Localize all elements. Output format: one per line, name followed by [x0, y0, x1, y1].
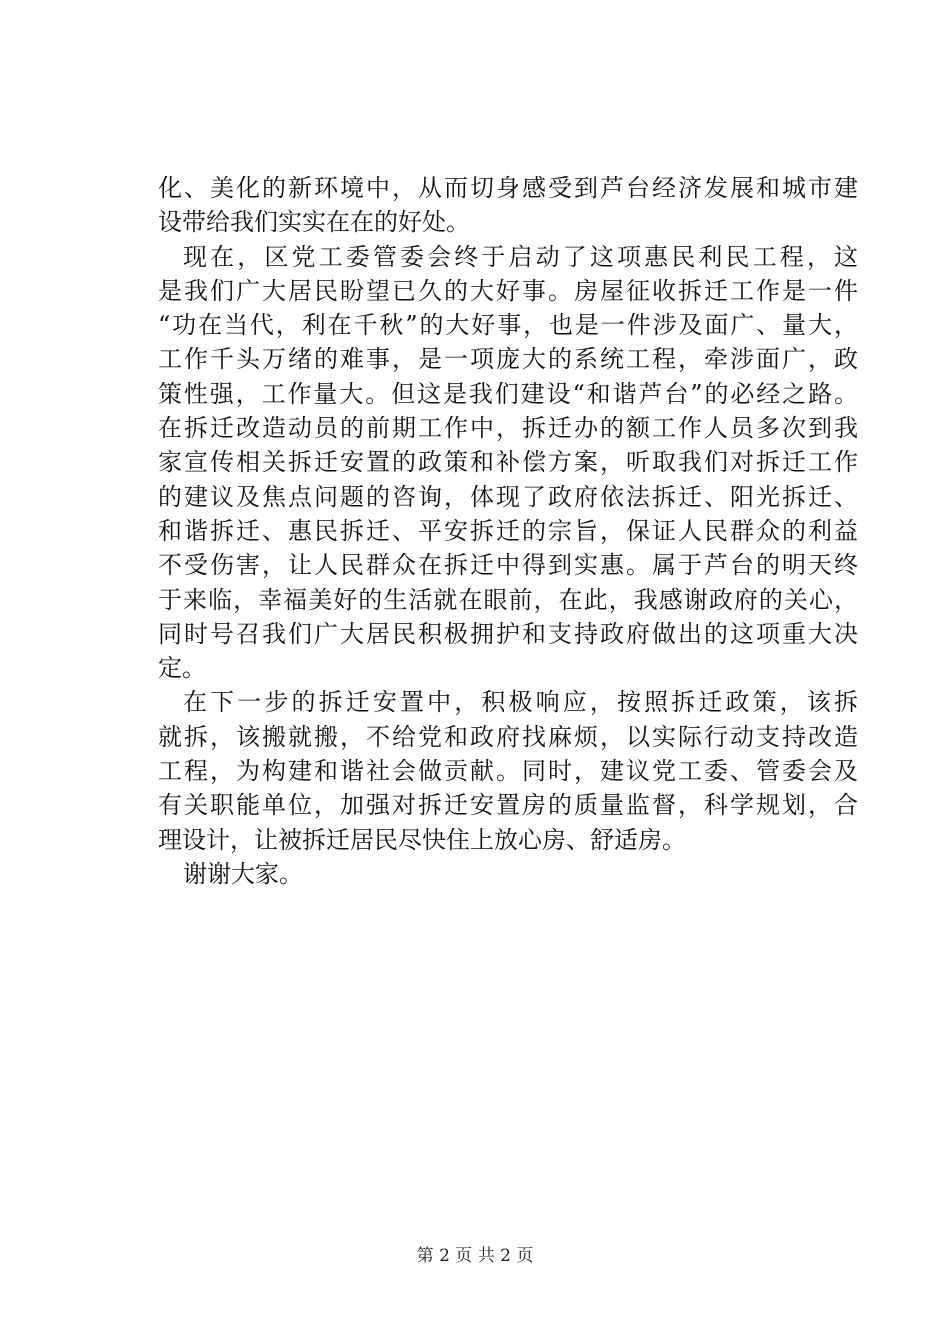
text-line: 同时号召我们广大居民积极拥护和支持政府做出的这项重大决 [158, 619, 858, 648]
text-line: 设带给我们实实在在的好处。 [158, 208, 470, 237]
text-line: 理设计，让被拆迁居民尽快住上放心房、舒适房。 [158, 825, 686, 854]
text-line: 策性强，工作量大。但这是我们建设“和谐芦台”的必经之路。 [158, 379, 858, 408]
text-line: 在拆迁改造动员的前期工作中，拆迁办的额工作人员多次到我 [158, 414, 858, 443]
text-line: 于来临，幸福美好的生活就在眼前，在此，我感谢政府的关心， [158, 585, 858, 614]
text-line: 是我们广大居民盼望已久的大好事。房屋征收拆迁工作是一件 [158, 276, 858, 305]
text-line: 家宣传相关拆迁安置的政策和补偿方案，听取我们对拆迁工作 [158, 448, 858, 477]
text-line: 化、美化的新环境中，从而切身感受到芦台经济发展和城市建 [158, 174, 858, 202]
text-line: 的建议及焦点问题的咨询，体现了政府依法拆迁、阳光拆迁、 [158, 482, 858, 511]
text-line: “功在当代，利在千秋”的大好事，也是一件涉及面广、量大， [158, 311, 858, 340]
paragraph-first-line: 在下一步的拆迁安置中，积极响应，按照拆迁政策，该拆 [183, 688, 858, 717]
text-line: 就拆，该搬就搬，不给党和政府找麻烦，以实际行动支持改造 [158, 722, 858, 751]
page-number-footer: 第 2 页 共 2 页 [416, 1246, 534, 1266]
closing-line: 谢谢大家。 [183, 859, 303, 888]
document-body [158, 171, 858, 891]
text-line: 不受伤害，让人民群众在拆迁中得到实惠。属于芦台的明天终 [158, 551, 858, 580]
text-line: 和谐拆迁、惠民拆迁、平安拆迁的宗旨，保证人民群众的利益 [158, 516, 858, 545]
text-line: 定。 [158, 654, 206, 683]
text-line: 工程，为构建和谐社会做贡献。同时，建议党工委、管委会及 [158, 757, 858, 786]
text-line: 工作千头万绪的难事，是一项庞大的系统工程，牵涉面广，政 [158, 345, 858, 374]
paragraph-first-line: 现在，区党工委管委会终于启动了这项惠民利民工程，这 [183, 242, 858, 271]
text-line: 有关职能单位，加强对拆迁安置房的质量监督，科学规划，合 [158, 791, 858, 820]
